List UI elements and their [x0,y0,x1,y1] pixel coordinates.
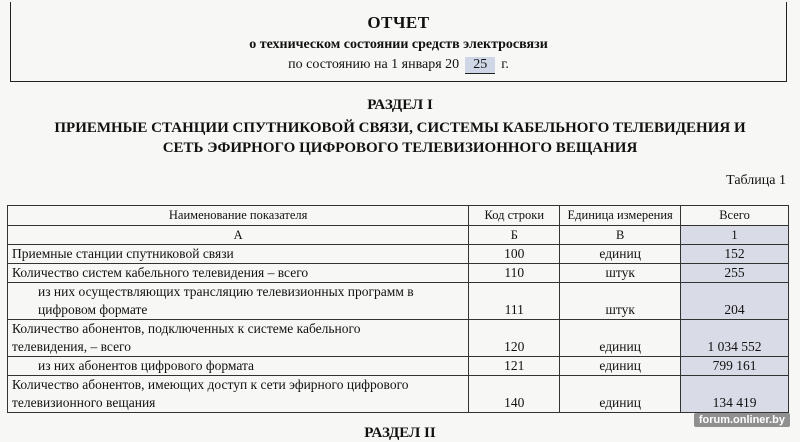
table-row [8,357,789,376]
report-title: ОТЧЕТ [367,13,430,32]
indicator-name [8,376,469,413]
total-value: 1 034 552 [681,320,789,357]
indicator-name-line: Количество систем кабельного телевидения – всего [12,265,309,280]
indicator-name-line: Приемные станции спутниковой связи [12,246,234,261]
section1-title [0,118,800,158]
report-date-prefix: по состоянию на 1 января 20 [288,57,460,72]
indicator-name-line: Количество абонентов, подключенных к системе кабельного [12,321,361,336]
indicators-table [7,205,789,413]
header-indicator-name: Наименование показателя [8,206,469,226]
total-value: 255 [681,264,789,283]
row-code: 140 [469,376,560,413]
unit: штук [560,283,681,320]
indicator-name-line: из них абонентов цифрового формата [38,358,255,373]
row-code: 121 [469,357,560,376]
report-date-suffix: г. [501,57,509,72]
indicator-name [8,283,469,320]
table-row [8,376,789,413]
section1-title-line2: СЕТЬ ЭФИРНОГО ЦИФРОВОГО ТЕЛЕВИЗИОННОГО ВЕЩАНИЯ [162,140,638,156]
indicator-name-line: Количество абонентов, имеющих доступ к сети эфирного цифрового [12,377,409,392]
unit: штук [560,264,681,283]
table-row [8,245,789,264]
header-unit: Единица измерения [560,206,681,226]
row-code: 120 [469,320,560,357]
indicator-name [8,357,469,376]
unit: единиц [560,357,681,376]
indicator-name [8,320,469,357]
row-code: 110 [469,264,560,283]
table-letter-row [8,226,789,245]
unit: единиц [560,376,681,413]
table-row [8,264,789,283]
unit: единиц [560,320,681,357]
indicator-name [8,264,469,283]
table-row [8,320,789,357]
indicator-name-line: цифровом формате [38,302,148,317]
section1-title-line1: ПРИЕМНЫЕ СТАНЦИИ СПУТНИКОВОЙ СВЯЗИ, СИСТЕМЫ КАБЕЛЬНОГО ТЕЛЕВИДЕНИЯ И [54,120,746,136]
header-total: Всего [681,206,789,226]
indicator-name [8,245,469,264]
total-value: 204 [681,283,789,320]
row-code: 111 [469,283,560,320]
indicator-name-line: телевидения, – всего [12,339,132,354]
section2-heading: РАЗДЕЛ II [364,425,436,441]
header-row-code: Код строки [469,206,560,226]
letter-cell: А [8,226,469,245]
table-row [8,283,789,320]
table-label: Таблица 1 [726,173,786,188]
report-header-box [10,2,787,82]
report-date [11,57,786,74]
unit: единиц [560,245,681,264]
report-subtitle: о техническом состоянии средств электросвязи [249,37,548,52]
row-code: 100 [469,245,560,264]
report-year: 25 [465,57,495,74]
total-value: 152 [681,245,789,264]
watermark-logo: forum.onliner.by [694,413,790,427]
letter-cell: В [560,226,681,245]
table-header-row [8,206,789,226]
section1-heading: РАЗДЕЛ I [367,97,433,113]
indicator-name-line: из них осуществляющих трансляцию телевизионных программ в [38,284,414,299]
letter-cell: 1 [681,226,789,245]
total-value: 134 419 [681,376,789,413]
indicator-name-line: телевизионного вещания [12,395,156,410]
letter-cell: Б [469,226,560,245]
total-value: 799 161 [681,357,789,376]
